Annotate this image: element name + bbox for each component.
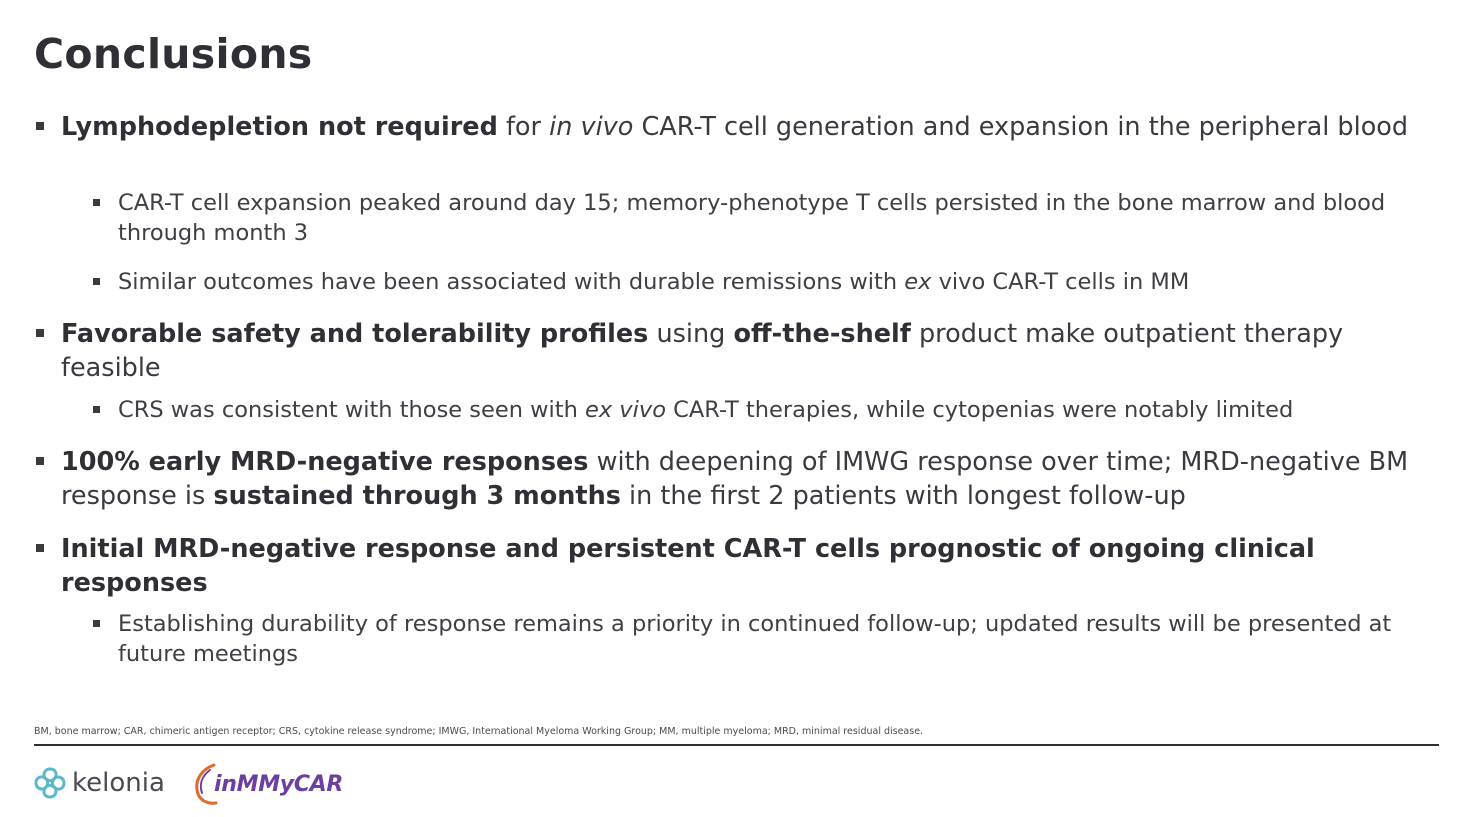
text-run: ex vivo (585, 397, 666, 423)
sub-bullet-marker (93, 406, 100, 413)
bullet-item (61, 110, 1441, 144)
text-run: with deepening of IMWG response over time; MRD-negative BM response is (61, 447, 1409, 511)
bullet-text (61, 319, 1343, 383)
bullet-item (61, 317, 1441, 385)
bullet-marker (36, 457, 44, 465)
sub-bullet-text (118, 611, 1391, 667)
text-run: Similar outcomes have been associated with durable remissions with (118, 269, 905, 295)
kelonia-knot-icon (32, 765, 68, 801)
sub-bullet-text (118, 397, 1293, 423)
text-run: Establishing durability of response remains a priority in continued follow-up; updated results will be presented at future meetings (118, 611, 1392, 667)
text-run: Favorable safety and tolerability profiles (61, 319, 649, 349)
text-run: CAR-T cell generation and expansion in the peripheral blood (633, 112, 1409, 142)
sub-bullet-marker (93, 620, 100, 627)
bullet-marker (36, 122, 44, 130)
inmmycar-logo (190, 762, 343, 806)
sub-bullet-item (118, 267, 1438, 297)
text-run: vivo CAR-T cells in MM (931, 269, 1190, 295)
sub-bullet-text (118, 190, 1385, 246)
text-run: in vivo (549, 112, 634, 142)
bullet-item (61, 532, 1441, 600)
text-run: sustained through 3 months (213, 481, 621, 511)
sub-bullet-text (118, 269, 1189, 295)
bullet-text (61, 447, 1408, 511)
text-run: Lymphodepletion not required (61, 112, 498, 142)
kelonia-logo (32, 763, 165, 803)
bullet-item (61, 445, 1441, 513)
abbreviations-footnote: BM, bone marrow; CAR, chimeric antigen receptor; CRS, cytokine release syndrome; IMWG, International Myeloma Working Group; MM, multiple myeloma; MRD, minimal residual disease. (34, 726, 924, 737)
text-run: CRS was consistent with those seen with (118, 397, 585, 423)
text-run: Initial MRD-negative response and persistent CAR-T cells prognostic of ongoing clinical responses (61, 534, 1315, 598)
bullet-marker (36, 329, 44, 337)
sub-bullet-marker (93, 199, 100, 206)
text-run: in the first 2 patients with longest follow-up (620, 481, 1186, 511)
kelonia-wordmark: kelonia (72, 768, 165, 798)
text-run: 100% early MRD-negative responses (61, 447, 589, 477)
text-run: CAR-T therapies, while cytopenias were notably limited (665, 397, 1294, 423)
slide-title: Conclusions (34, 30, 313, 78)
text-run: product make outpatient therapy feasible (61, 319, 1344, 383)
bullet-text (61, 112, 1408, 142)
text-run: ex (904, 269, 932, 295)
sub-bullet-item (118, 609, 1438, 669)
footer-divider (34, 744, 1439, 746)
sub-bullet-item (118, 188, 1438, 248)
sub-bullet-marker (93, 278, 100, 285)
text-run: CAR-T cell expansion peaked around day 15; memory-phenotype T cells persisted in the bone marrow and blood through month 3 (118, 190, 1386, 246)
text-run: using (648, 319, 734, 349)
sub-bullet-item (118, 395, 1438, 425)
text-run: off-the-shelf (733, 319, 911, 349)
bullet-marker (36, 544, 44, 552)
text-run: for (497, 112, 550, 142)
inmmycar-wordmark: inMMyCAR (214, 771, 344, 797)
bullet-text (61, 534, 1315, 598)
